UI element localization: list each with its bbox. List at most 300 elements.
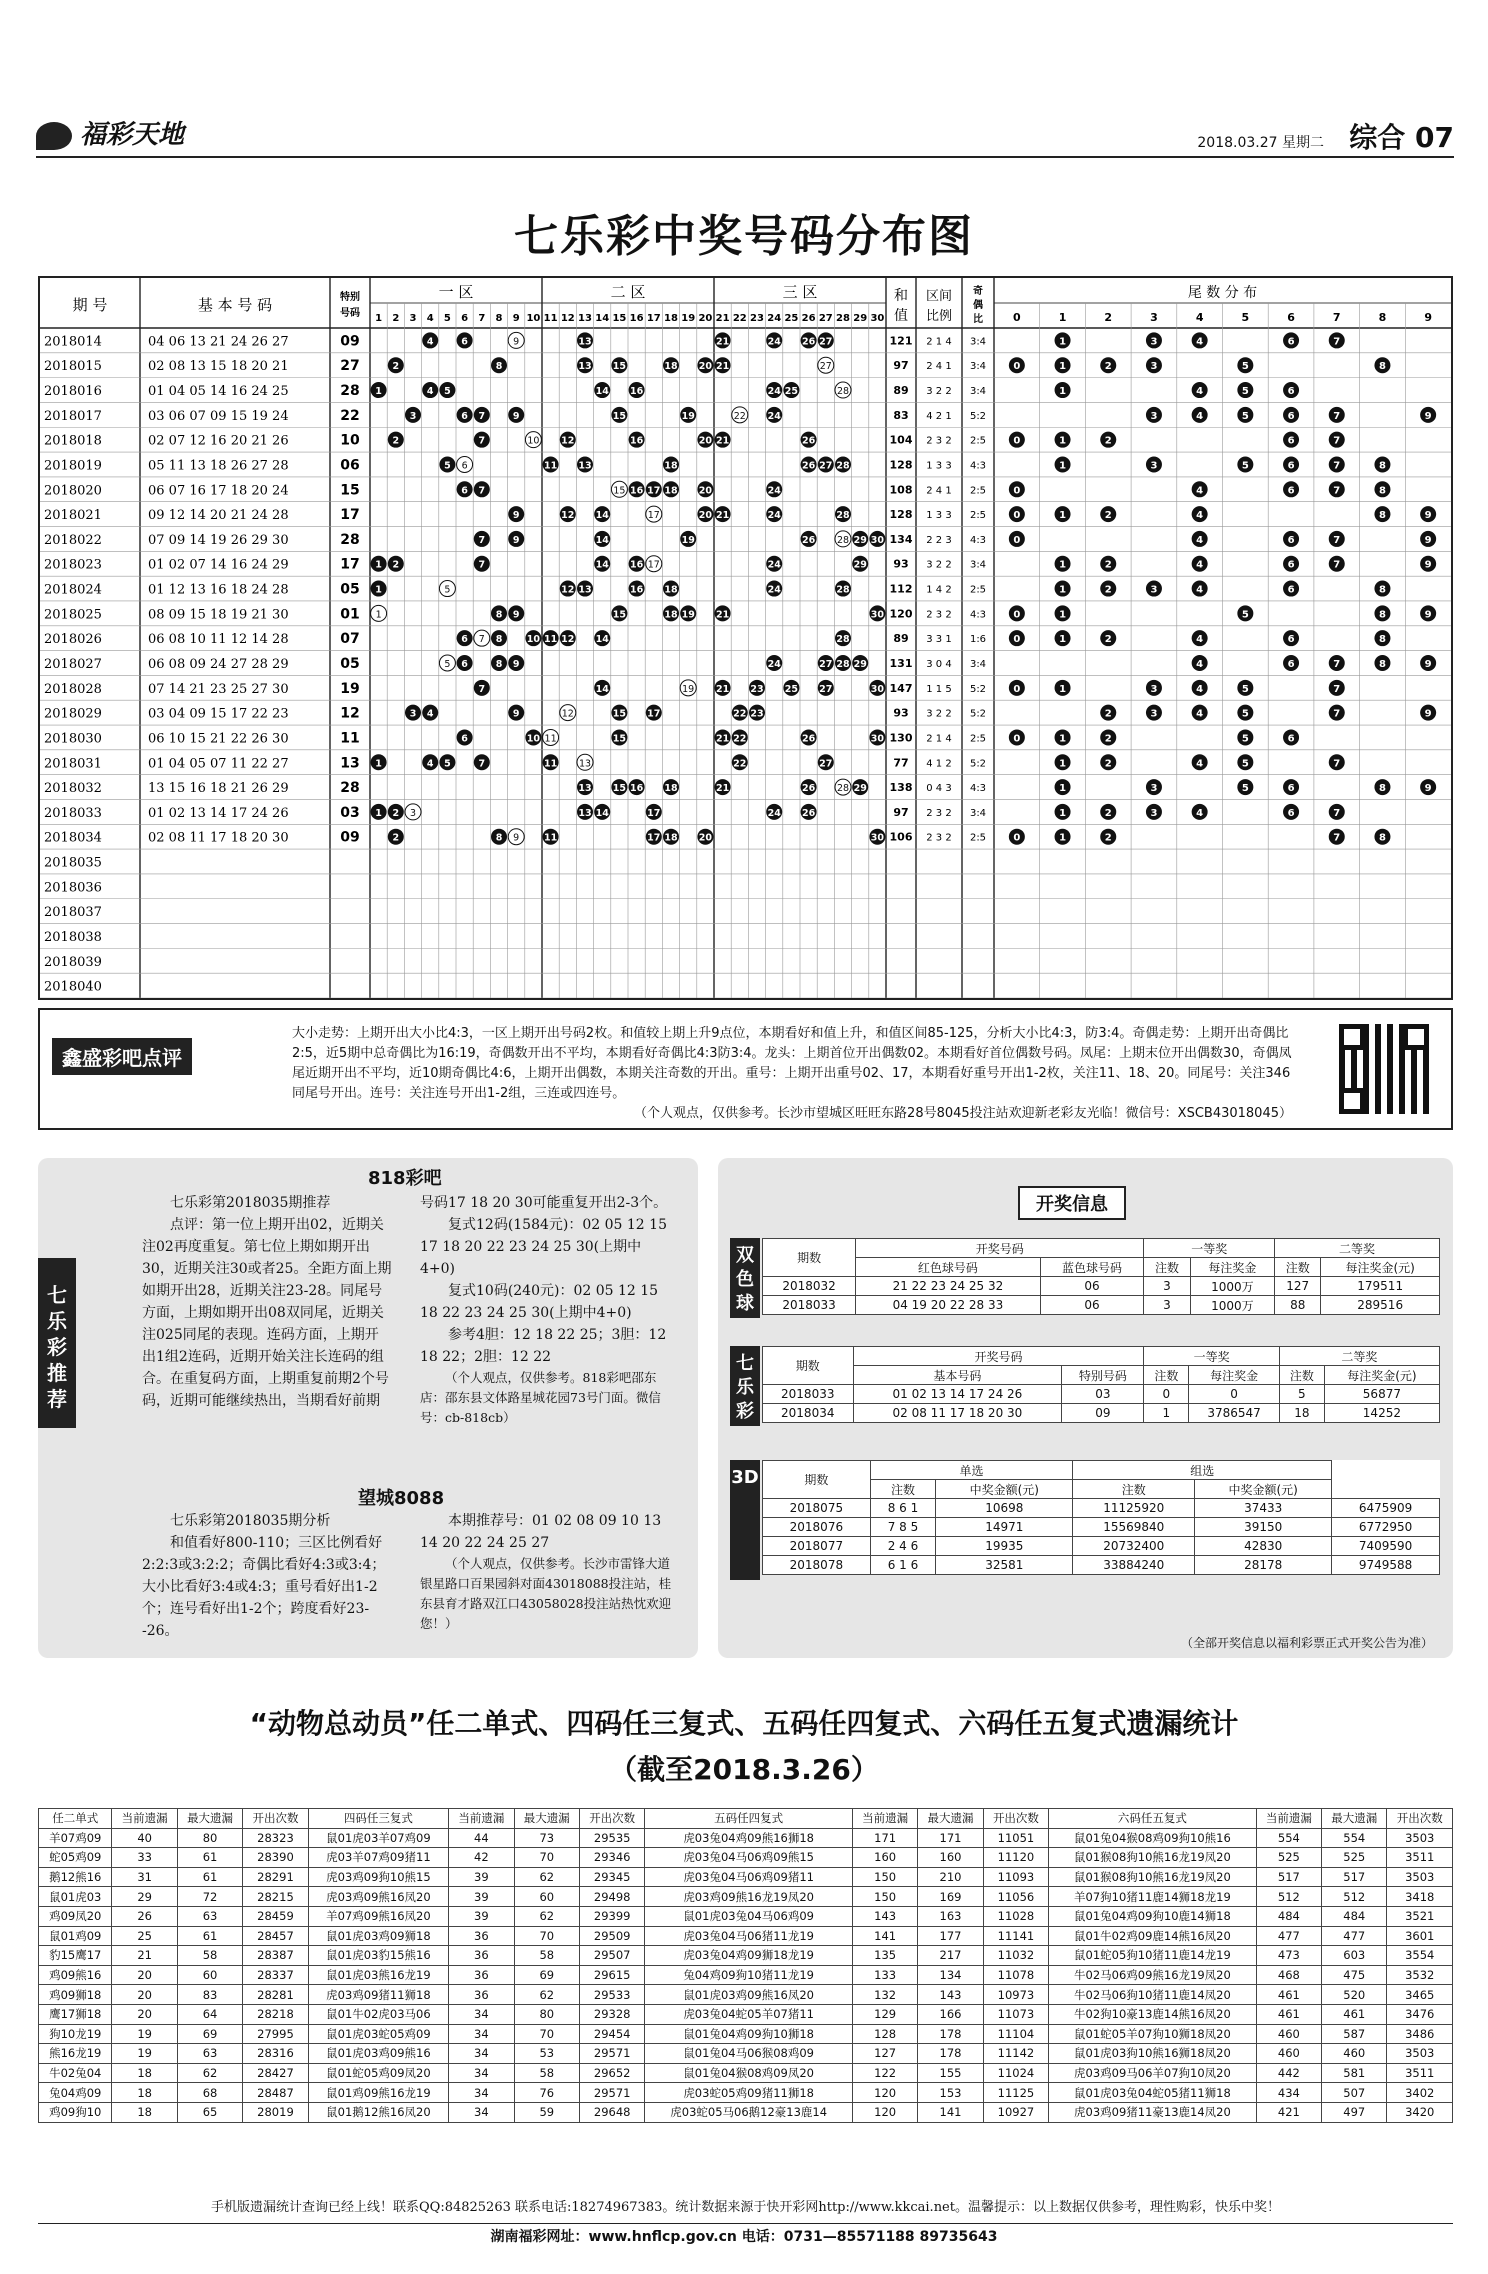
miss-cell: 512 [1256,1887,1321,1907]
ssq-results-cell: 1000万 [1190,1296,1275,1315]
miss-header-cell: 当前遗漏 [112,1809,177,1829]
drawn-ball-label: 19 [681,534,695,546]
special-ball-label: 19 [682,683,695,695]
drawn-ball-label: 28 [836,460,850,472]
tail-ball-label: 7 [1333,708,1341,720]
tail-ball-label: 5 [1241,708,1249,720]
sum-value: 104 [889,433,913,447]
shop2-title: 望城8088 [358,1488,445,1509]
drawn-ball-label: 15 [612,609,627,621]
ssq-results-cell: 127 [1275,1277,1321,1296]
drawn-ball-label: 6 [461,485,468,497]
miss-cell: 153 [918,2083,983,2103]
tail-ball-label: 8 [1378,485,1386,497]
drawn-ball-label: 4 [426,758,434,770]
sum-value: 138 [889,781,913,795]
tail-ball-label: 7 [1333,832,1341,844]
miss-cell: 鸡09狗10 [39,2102,112,2122]
drawn-ball-label: 9 [512,609,520,621]
header-tail-0: 0 [1013,311,1021,324]
oddeven-ratio: 3:4 [969,659,987,670]
tail-ball-label: 0 [1013,435,1021,447]
drawn-ball-label: 4 [426,708,434,720]
recommend-tag: 七乐彩推荐 [38,1258,76,1428]
miss-cell: 468 [1256,1965,1321,1985]
basic-numbers: 01 02 07 14 16 24 29 [148,557,289,573]
qlc-results-cell: 18 [1279,1404,1324,1423]
drawn-ball-label: 22 [733,708,747,720]
qr-code [1339,1024,1429,1114]
ssq-results-head: 开奖号码 [856,1239,1144,1258]
3d-results-row [763,1537,1440,1556]
miss-cell: 29652 [579,2063,644,2083]
sum-value: 131 [889,657,913,670]
period-cell: 2018035 [44,855,102,871]
shop1-repeat: 号码17 18 20 30可能重复开出2-3个。 [420,1195,668,1211]
drawn-ball-label: 26 [801,733,816,745]
interval-ratio: 3 2 2 [926,708,952,720]
miss-cell: 28390 [243,1848,308,1868]
miss-cell: 163 [918,1906,983,1926]
special-ball-label: 28 [836,534,850,546]
miss-cell: 11142 [983,2044,1048,2064]
header-oddeven-3: 比 [973,314,983,325]
shop2-col2 [420,1510,676,1634]
drawn-ball-label: 8 [495,659,503,670]
drawn-ball-label: 21 [715,609,730,621]
sum-value: 120 [889,607,913,621]
tail-ball-label: 0 [1013,485,1021,497]
tail-ball-label: 6 [1287,460,1295,472]
3d-results-cell: 2 4 6 [870,1537,936,1556]
miss-cell: 28487 [243,2083,308,2103]
interval-ratio: 2 4 1 [926,361,952,373]
tail-ball-label: 1 [1059,609,1067,621]
drawn-ball-label: 27 [819,659,833,670]
tail-ball-label: 3 [1150,361,1158,373]
drawn-ball-label: 18 [664,783,678,795]
special-number: 13 [340,755,360,772]
interval-ratio: 1 3 3 [926,510,952,522]
oddeven-ratio: 4:3 [969,609,987,621]
miss-cell: 133 [852,1965,917,1985]
miss-row [39,2083,1453,2103]
drawn-ball-label: 2 [392,559,400,571]
ssq-results-cell: 1000万 [1190,1277,1275,1296]
interval-ratio: 2 4 1 [926,485,952,497]
header-special-2: 号码 [340,308,360,319]
miss-cell: 461 [1322,2004,1387,2024]
header-tail-7: 7 [1332,311,1341,324]
drawn-ball-label: 29 [853,534,867,546]
drawn-ball-label: 10 [526,634,541,646]
qlc-results-cell: 09 [1062,1404,1144,1423]
tail-ball-label: 3 [1150,460,1158,472]
miss-cell: 525 [1322,1848,1387,1868]
miss-cell: 虎03兔04蛇05羊07猪11 [645,2004,853,2024]
period-cell: 2018026 [44,632,102,648]
miss-cell: 狗10龙19 [39,2024,112,2044]
drawn-ball-label: 9 [512,510,520,522]
interval-ratio: 2 2 3 [926,534,952,546]
tail-ball-label: 4 [1196,386,1204,398]
special-number: 09 [340,333,360,350]
header-tail: 尾 数 分 布 [1187,285,1258,301]
miss-header-cell: 开出次数 [983,1809,1048,1829]
drawn-ball-label: 28 [836,659,850,670]
drawn-ball-label: 21 [715,683,730,695]
drawn-ball-label: 30 [870,609,885,621]
miss-cell: 11051 [983,1828,1048,1848]
miss-cell: 460 [1322,2044,1387,2064]
drawn-ball-label: 9 [512,410,520,422]
tail-ball-label: 6 [1287,559,1295,571]
miss-cell: 19 [112,2044,177,2064]
period-cell: 2018024 [44,582,102,598]
miss-cell: 60 [514,1887,579,1907]
tail-ball-label: 7 [1333,659,1341,670]
special-number: 19 [340,680,360,697]
tail-ball-label: 8 [1378,460,1386,472]
miss-cell: 64 [177,2004,242,2024]
interval-ratio: 3 2 2 [926,386,952,398]
miss-cell: 434 [1256,2083,1321,2103]
tail-ball-label: 3 [1150,410,1158,422]
shop1-note: （个人观点，仅供参考。818彩吧邵东店：邵东县文体路星城花园73号门面。微信号：cb-818cb） [420,1370,661,1425]
tail-ball-label: 1 [1059,783,1067,795]
miss-header-cell: 最大遗漏 [514,1809,579,1829]
drawn-ball-label: 16 [629,584,644,596]
special-ball-label: 11 [544,733,557,745]
header-tail-1: 1 [1058,311,1067,324]
basic-numbers: 08 09 15 18 19 21 30 [148,607,289,623]
drawn-ball-label: 16 [629,559,644,571]
drawn-ball-label: 11 [543,758,558,770]
drawn-ball-label: 23 [750,708,764,720]
header-tail-6: 6 [1287,311,1295,324]
footnote: 手机版遗漏统计查询已经上线！联系QQ:84825263 联系电话:18274967383。统计数据来源于快开彩网http://www.kkcai.net。温馨提示：以上数据仅供参考，理性购彩，快乐中奖！ [38,2196,1453,2224]
tail-ball-label: 2 [1104,832,1112,844]
basic-numbers: 01 04 05 14 16 24 25 [148,384,289,400]
tail-ball-label: 1 [1059,460,1067,472]
tail-ball-label: 4 [1196,485,1204,497]
drawn-ball-label: 20 [698,435,713,447]
miss-cell: 鼠01兔04鸡09狗10鹿14狮18 [1049,1906,1257,1926]
sum-value: 89 [893,384,909,398]
oddeven-ratio: 2:5 [969,584,987,596]
tail-ball-label: 8 [1378,659,1386,670]
interval-ratio: 3 2 2 [926,559,952,571]
oddeven-ratio: 2:5 [969,485,987,497]
tail-ball-label: 6 [1287,435,1295,447]
tail-ball-label: 7 [1333,435,1341,447]
qlc-results-cell: 0 [1144,1385,1189,1404]
miss-cell: 460 [1256,2024,1321,2044]
tail-ball-label: 7 [1333,758,1341,770]
ssq-results-cell: 2018032 [763,1277,856,1296]
miss-cell: 牛02兔04 [39,2063,112,2083]
drawn-ball-label: 20 [698,361,713,373]
qlc-results-cell: 5 [1279,1385,1324,1404]
basic-numbers: 06 08 10 11 12 14 28 [148,632,289,648]
tail-ball-label: 4 [1196,336,1204,348]
header-zone: 二 区 [610,283,646,301]
miss-cell: 127 [852,2044,917,2064]
tail-ball-label: 2 [1104,435,1112,447]
miss-cell: 36 [449,1965,514,1985]
miss-cell: 虎03兔04马06猪11龙19 [645,1926,853,1946]
qlc-results-head: 二等奖 [1279,1347,1439,1366]
tail-ball-label: 9 [1424,659,1432,670]
drawn-ball-label: 18 [664,460,678,472]
drawn-ball-label: 2 [392,361,400,373]
drawn-ball-label: 12 [561,435,575,447]
tail-ball-label: 9 [1424,410,1432,422]
tail-ball-label: 2 [1104,559,1112,571]
miss-cell: 217 [918,1946,983,1966]
miss-cell: 155 [918,2063,983,2083]
sum-value: 128 [889,458,913,472]
ssq-results-cell: 06 [1040,1296,1144,1315]
header-num-23: 23 [750,313,764,324]
drawn-ball-label: 1 [375,758,382,770]
drawn-ball-label: 3 [409,410,417,422]
oddeven-ratio: 2:5 [969,510,987,522]
tail-ball-label: 8 [1378,832,1386,844]
miss-cell: 63 [177,2044,242,2064]
sum-value: 97 [893,359,909,373]
period-cell: 2018040 [44,979,102,995]
basic-numbers: 01 02 13 14 17 24 26 [148,805,289,821]
3d-results-cell: 14971 [936,1518,1073,1537]
tail-ball-label: 1 [1059,832,1067,844]
3d-results-cell: 2018077 [763,1537,871,1556]
drawn-ball-label: 17 [647,807,661,819]
drawn-ball-label: 14 [595,510,609,522]
header-num-2: 2 [392,313,400,324]
miss-cell: 28387 [243,1946,308,1966]
miss-cell: 鼠01虎03豹15熊16 [308,1946,449,1966]
interval-ratio: 2 1 4 [926,336,952,348]
drawn-ball-label: 15 [612,410,627,422]
header-interval: 区间 [925,289,953,304]
miss-header-cell: 最大遗漏 [177,1809,242,1829]
miss-cell: 128 [852,2024,917,2044]
tail-ball-label: 7 [1333,683,1341,695]
miss-cell: 虎03羊07鸡09猪11 [308,1848,449,1868]
3d-results-head: 单选 [870,1461,1073,1480]
qlc-results-subhead: 注数 [1279,1366,1324,1385]
tail-ball-label: 2 [1104,510,1112,522]
special-ball-label: 12 [561,708,574,720]
miss-header-cell: 六码任五复式 [1049,1809,1257,1829]
qlc-results-row [763,1385,1440,1404]
miss-cell: 554 [1322,1828,1387,1848]
interval-ratio: 2 3 2 [926,609,952,621]
miss-cell: 兔04鸡09狗10猪11龙19 [645,1965,853,1985]
tail-ball-label: 9 [1424,783,1432,795]
period-cell: 2018016 [44,384,102,400]
oddeven-ratio: 4:3 [969,783,987,795]
drawn-ball-label: 8 [495,361,503,373]
drawn-ball-label: 23 [750,683,764,695]
3d-results-cell: 11125920 [1073,1499,1195,1518]
special-number: 28 [340,531,360,548]
miss-header-row [39,1809,1453,1829]
miss-cell: 25 [112,1926,177,1946]
drawn-ball-label: 28 [836,584,850,596]
miss-cell: 36 [449,1926,514,1946]
miss-header-cell: 开出次数 [1387,1809,1453,1829]
miss-cell: 10927 [983,2102,1048,2122]
period-cell: 2018017 [44,408,102,424]
drawn-ball-label: 15 [612,733,627,745]
miss-cell: 鼠01虎03鸡09熊16 [308,2044,449,2064]
miss-cell: 28316 [243,2044,308,2064]
miss-cell: 461 [1256,1985,1321,2005]
miss-cell: 29346 [579,1848,644,1868]
sum-value: 112 [889,582,913,596]
drawn-ball-label: 10 [526,733,541,745]
oddeven-ratio: 5:2 [969,683,987,695]
page-footer: 湖南福彩网址：www.hnflcp.gov.cn 电话：0731—85571188 89735643 [490,2229,998,2245]
basic-numbers: 06 08 09 24 27 28 29 [148,657,289,672]
miss-cell: 鼠01鹅12熊16凤20 [308,2102,449,2122]
miss-cell: 3418 [1387,1887,1453,1907]
logo-icon [36,122,72,150]
miss-cell: 473 [1256,1946,1321,1966]
miss-cell: 34 [449,2102,514,2122]
miss-cell: 20 [112,1965,177,1985]
miss-cell: 76 [514,2083,579,2103]
drawn-ball-label: 7 [478,534,486,546]
miss-cell: 19 [112,2024,177,2044]
drawn-ball-label: 28 [836,510,850,522]
drawn-ball-label: 25 [784,683,799,695]
comment-tag: 鑫盛彩吧点评 [52,1038,192,1075]
tail-ball-label: 6 [1287,386,1295,398]
miss-header-cell: 开出次数 [579,1809,644,1829]
tail-ball-label: 2 [1104,584,1112,596]
drawn-ball-label: 20 [698,485,713,497]
tail-ball-label: 7 [1333,336,1341,348]
interval-ratio: 2 3 2 [926,832,952,844]
special-ball-label: 10 [527,435,540,447]
special-ball-label: 5 [444,659,451,670]
drawn-ball-label: 28 [836,634,850,646]
ssq-results-table [762,1238,1440,1315]
miss-cell: 28337 [243,1965,308,1985]
drawn-ball-label: 19 [681,410,695,422]
miss-cell: 58 [514,2063,579,2083]
tail-ball-label: 3 [1150,683,1158,695]
miss-cell: 鹅12熊16 [39,1867,112,1887]
ssq-results-subhead: 注数 [1144,1258,1190,1277]
special-number: 17 [340,556,360,573]
tail-ball-label: 6 [1287,534,1295,546]
tail-ball-label: 0 [1013,683,1021,695]
ssq-results-tag: 双色球 [730,1238,760,1318]
3d-results-cell: 32581 [936,1556,1073,1575]
oddeven-ratio: 3:4 [969,559,987,571]
drawn-ball-label: 12 [561,584,575,596]
comment-box [38,1008,1453,1130]
miss-cell: 29648 [579,2102,644,2122]
miss-cell: 20 [112,2004,177,2024]
miss-cell: 69 [514,1965,579,1985]
header-num-5: 5 [443,313,451,324]
miss-cell: 3511 [1387,1848,1453,1868]
miss-row [39,1926,1453,1946]
basic-numbers: 13 15 16 18 21 26 29 [148,781,289,797]
drawn-ball-label: 24 [767,807,781,819]
drawn-ball-label: 9 [512,534,520,546]
drawn-ball-label: 2 [392,807,400,819]
interval-ratio: 4 1 2 [926,758,952,770]
miss-cell: 59 [514,2102,579,2122]
tail-ball-label: 9 [1424,510,1432,522]
tail-ball-label: 9 [1424,559,1432,571]
shop1-combo12: 复式12码(1584元)：02 05 12 15 17 18 20 22 23 24 25 30(上期中4+0) [420,1217,667,1277]
tail-ball-label: 8 [1378,609,1386,621]
period-cell: 2018038 [44,929,102,945]
qlc-results-cell: 03 [1062,1385,1144,1404]
comment-text [292,1024,1292,1124]
miss-cell: 3521 [1387,1906,1453,1926]
miss-cell: 62 [514,1906,579,1926]
period-cell: 2018023 [44,557,102,573]
header-num-30: 30 [870,313,885,324]
tail-ball-label: 2 [1104,361,1112,373]
period-cell: 2018031 [44,756,102,772]
miss-cell: 11073 [983,2004,1048,2024]
results-note: （全部开奖信息以福利彩票正式开奖公告为准） [1180,1636,1433,1650]
tail-ball-label: 3 [1150,807,1158,819]
miss-cell: 牛02狗10豪13鹿14熊16凤20 [1049,2004,1257,2024]
header-tail-2: 2 [1104,311,1113,324]
drawn-ball-label: 16 [629,435,644,447]
sum-value: 130 [889,731,913,745]
miss-cell: 68 [177,2083,242,2103]
drawn-ball-label: 22 [733,733,747,745]
miss-cell: 475 [1322,1965,1387,1985]
basic-numbers: 06 07 16 17 18 20 24 [148,483,289,499]
miss-cell: 3402 [1387,2083,1453,2103]
drawn-ball-label: 3 [409,708,417,720]
miss-cell: 鼠01牛02鸡09鹿14熊16凤20 [1049,1926,1257,1946]
special-ball-label: 9 [513,336,520,348]
miss-cell: 11093 [983,1867,1048,1887]
tail-ball-label: 4 [1196,659,1204,670]
drawn-ball-label: 18 [664,361,678,373]
interval-ratio: 2 1 4 [926,733,952,745]
tail-ball-label: 0 [1013,361,1021,373]
miss-cell: 27995 [243,2024,308,2044]
miss-cell: 鼠01兔04马06猴08鸡09 [645,2044,853,2064]
sum-value: 134 [889,532,913,546]
miss-cell: 442 [1256,2063,1321,2083]
drawn-ball-label: 2 [392,832,400,844]
drawn-ball-label: 21 [715,783,730,795]
miss-cell: 羊07鸡09 [39,1828,112,1848]
miss-cell: 3532 [1387,1965,1453,1985]
miss-cell: 29454 [579,2024,644,2044]
qlc-results-subhead: 每注奖金(元) [1324,1366,1439,1385]
distribution-grid [40,278,1451,998]
drawn-ball-label: 21 [715,336,730,348]
3d-results-cell: 20732400 [1073,1537,1195,1556]
oddeven-ratio: 2:5 [969,435,987,447]
